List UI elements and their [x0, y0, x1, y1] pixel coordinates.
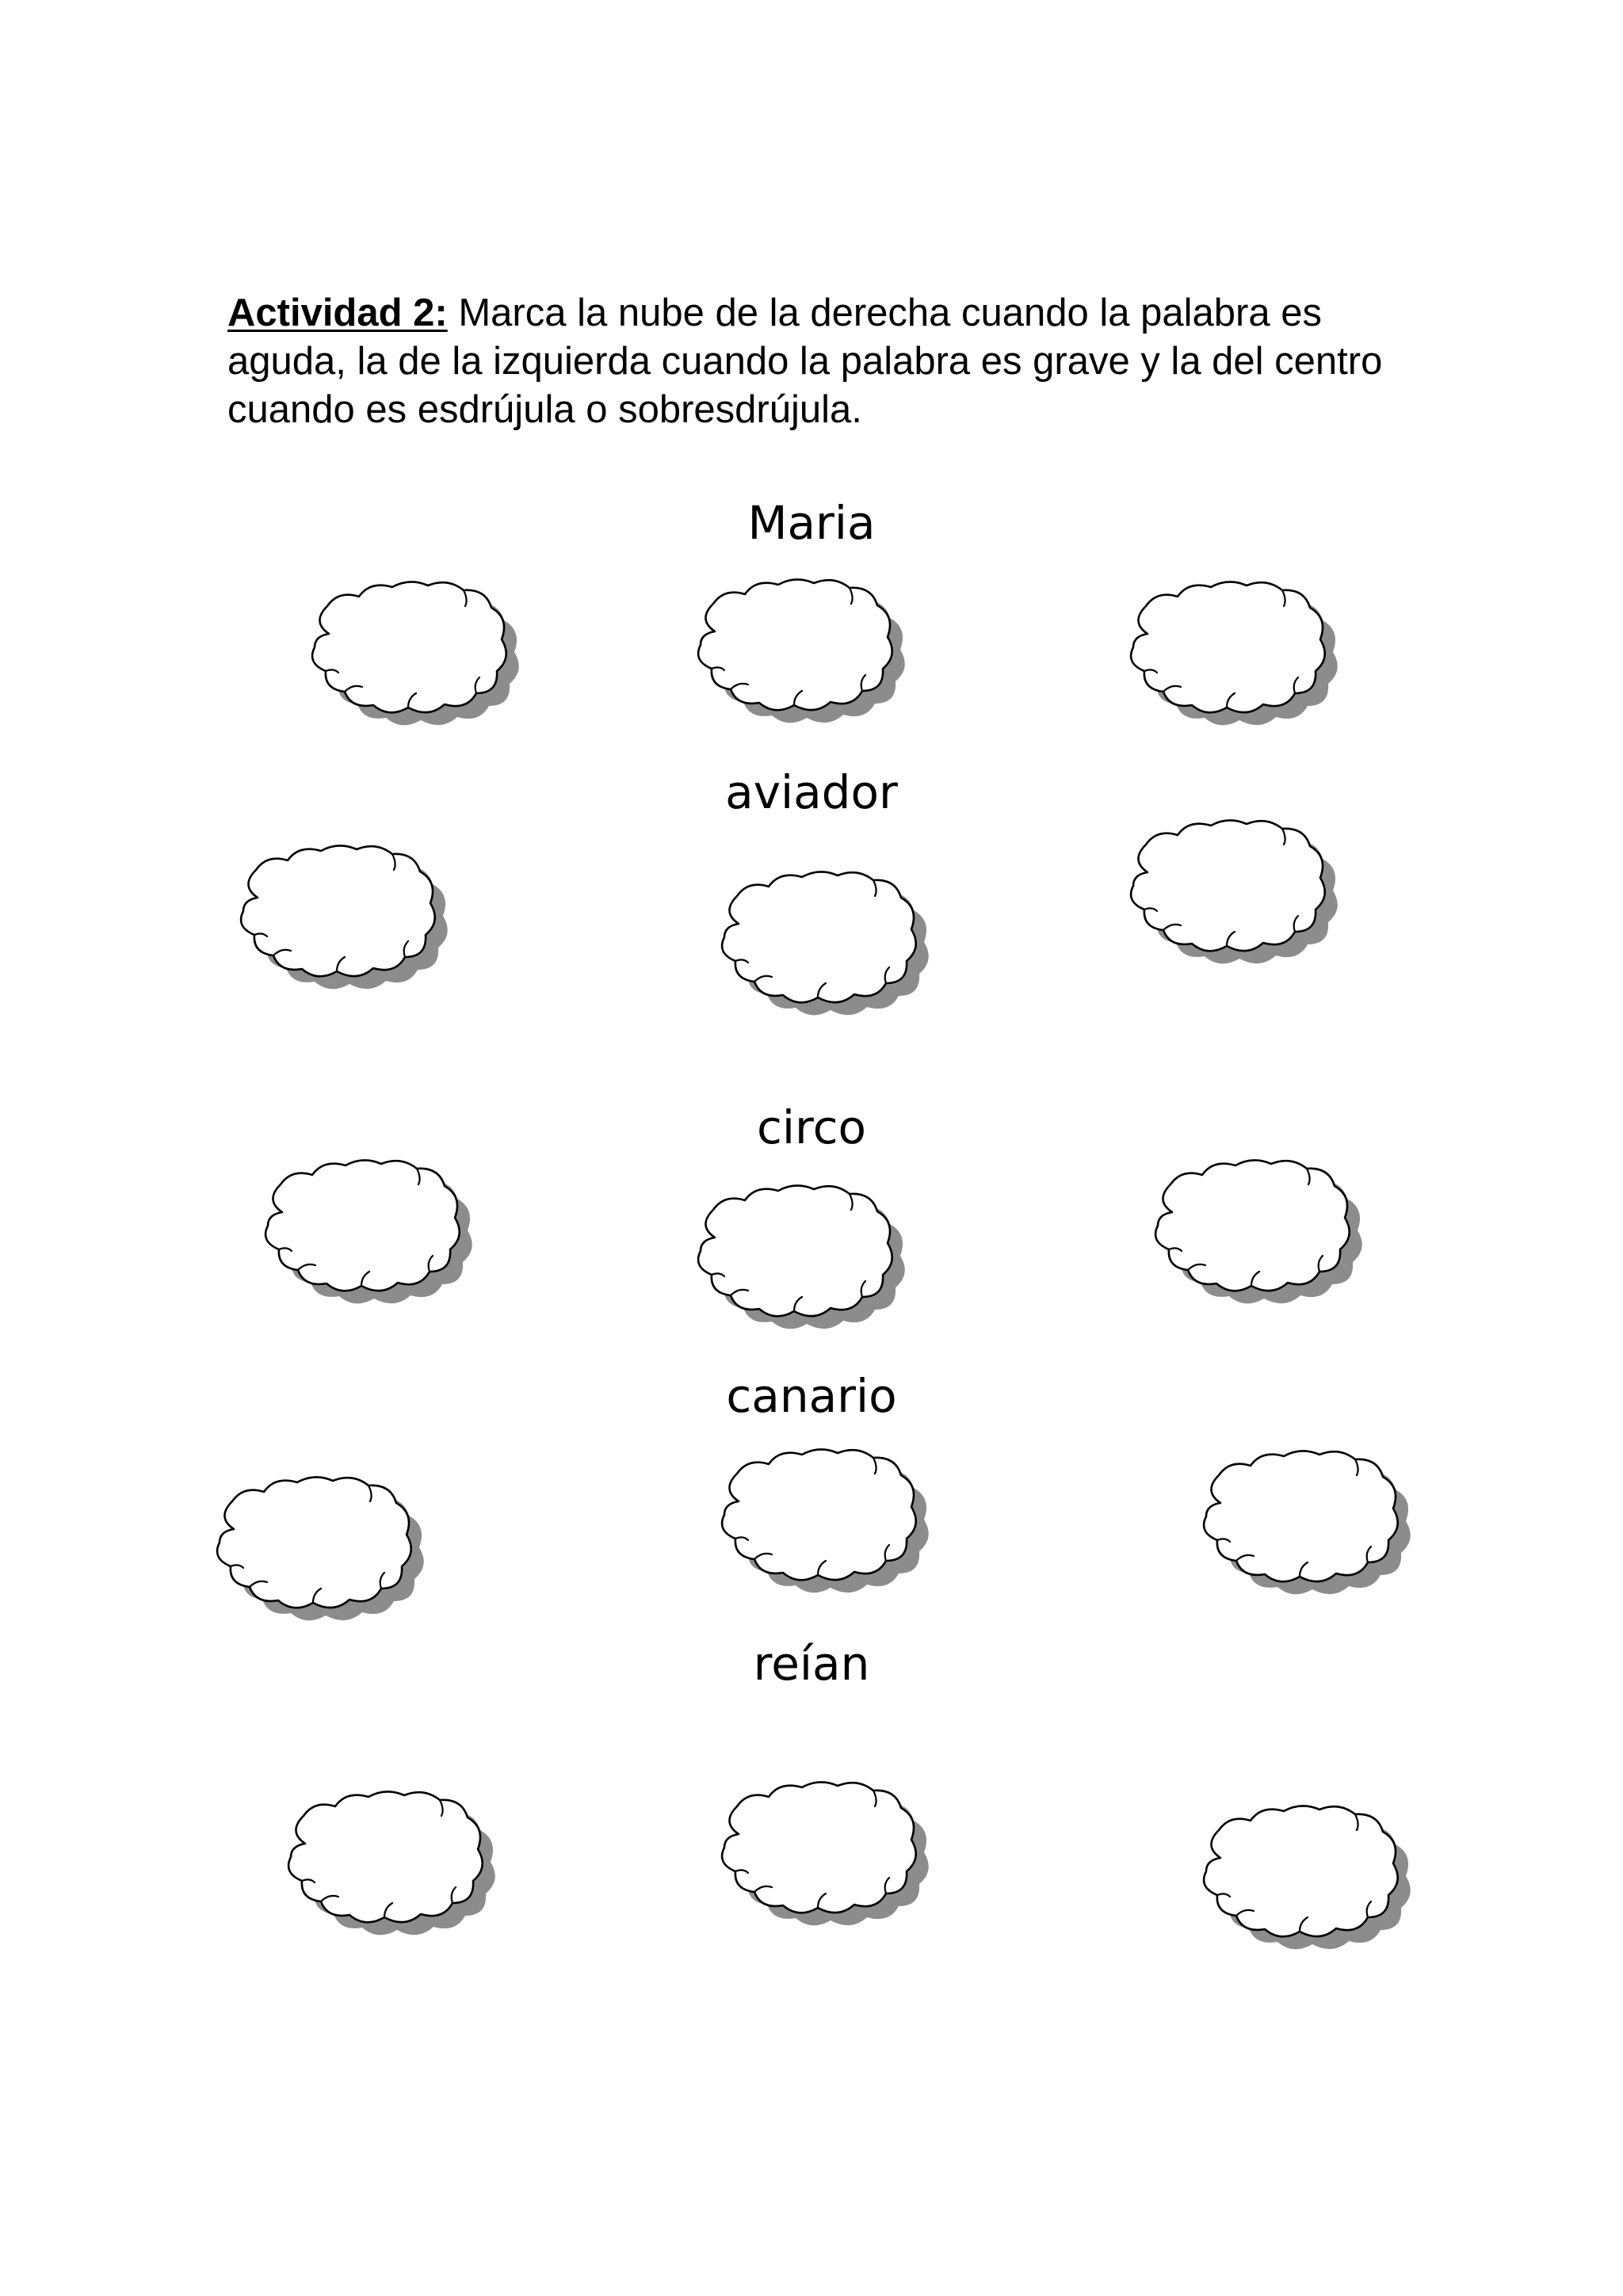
- cloud-center-icon[interactable]: [707, 1775, 937, 1933]
- cloud-right-icon[interactable]: [1116, 574, 1346, 733]
- cloud-shape: [683, 572, 913, 730]
- cloud-shape: [1140, 1153, 1370, 1311]
- cloud-shape: [707, 1442, 937, 1600]
- cloud-right-icon[interactable]: [1140, 1153, 1370, 1311]
- cloud-shape: [1116, 574, 1346, 733]
- word-label: canario: [726, 1369, 897, 1423]
- cloud-center-icon[interactable]: [707, 864, 937, 1023]
- cloud-center-icon[interactable]: [683, 572, 913, 730]
- cloud-shape: [273, 1784, 503, 1943]
- cloud-center-icon[interactable]: [683, 1178, 913, 1337]
- activity-text: Marca la nube de la derecha cuando la palabra es aguda, la de la izquierda cuando la palabra es grave y la del centro cuando es esdrújula o sobresdrújula.: [227, 292, 1383, 431]
- cloud-shape: [1189, 1798, 1419, 1957]
- cloud-shape: [707, 1775, 937, 1933]
- activity-instructions: [227, 289, 1416, 434]
- cloud-right-icon[interactable]: [1189, 1798, 1419, 1957]
- cloud-left-icon[interactable]: [273, 1784, 503, 1943]
- cloud-left-icon[interactable]: [297, 574, 527, 733]
- word-label: reían: [753, 1637, 870, 1691]
- activity-label: Actividad 2:: [227, 292, 448, 334]
- word-label: aviador: [725, 765, 898, 819]
- cloud-left-icon[interactable]: [226, 838, 456, 997]
- cloud-right-icon[interactable]: [1116, 813, 1346, 971]
- cloud-shape: [250, 1153, 480, 1311]
- cloud-shape: [707, 864, 937, 1023]
- cloud-right-icon[interactable]: [1189, 1444, 1419, 1602]
- cloud-shape: [1116, 813, 1346, 971]
- cloud-shape: [297, 574, 527, 733]
- cloud-center-icon[interactable]: [707, 1442, 937, 1600]
- cloud-shape: [683, 1178, 913, 1337]
- cloud-shape: [226, 838, 456, 997]
- cloud-left-icon[interactable]: [202, 1470, 432, 1628]
- cloud-shape: [1189, 1444, 1419, 1602]
- cloud-left-icon[interactable]: [250, 1153, 480, 1311]
- cloud-shape: [202, 1470, 432, 1628]
- word-label: Maria: [747, 496, 876, 550]
- word-label: circo: [757, 1100, 866, 1154]
